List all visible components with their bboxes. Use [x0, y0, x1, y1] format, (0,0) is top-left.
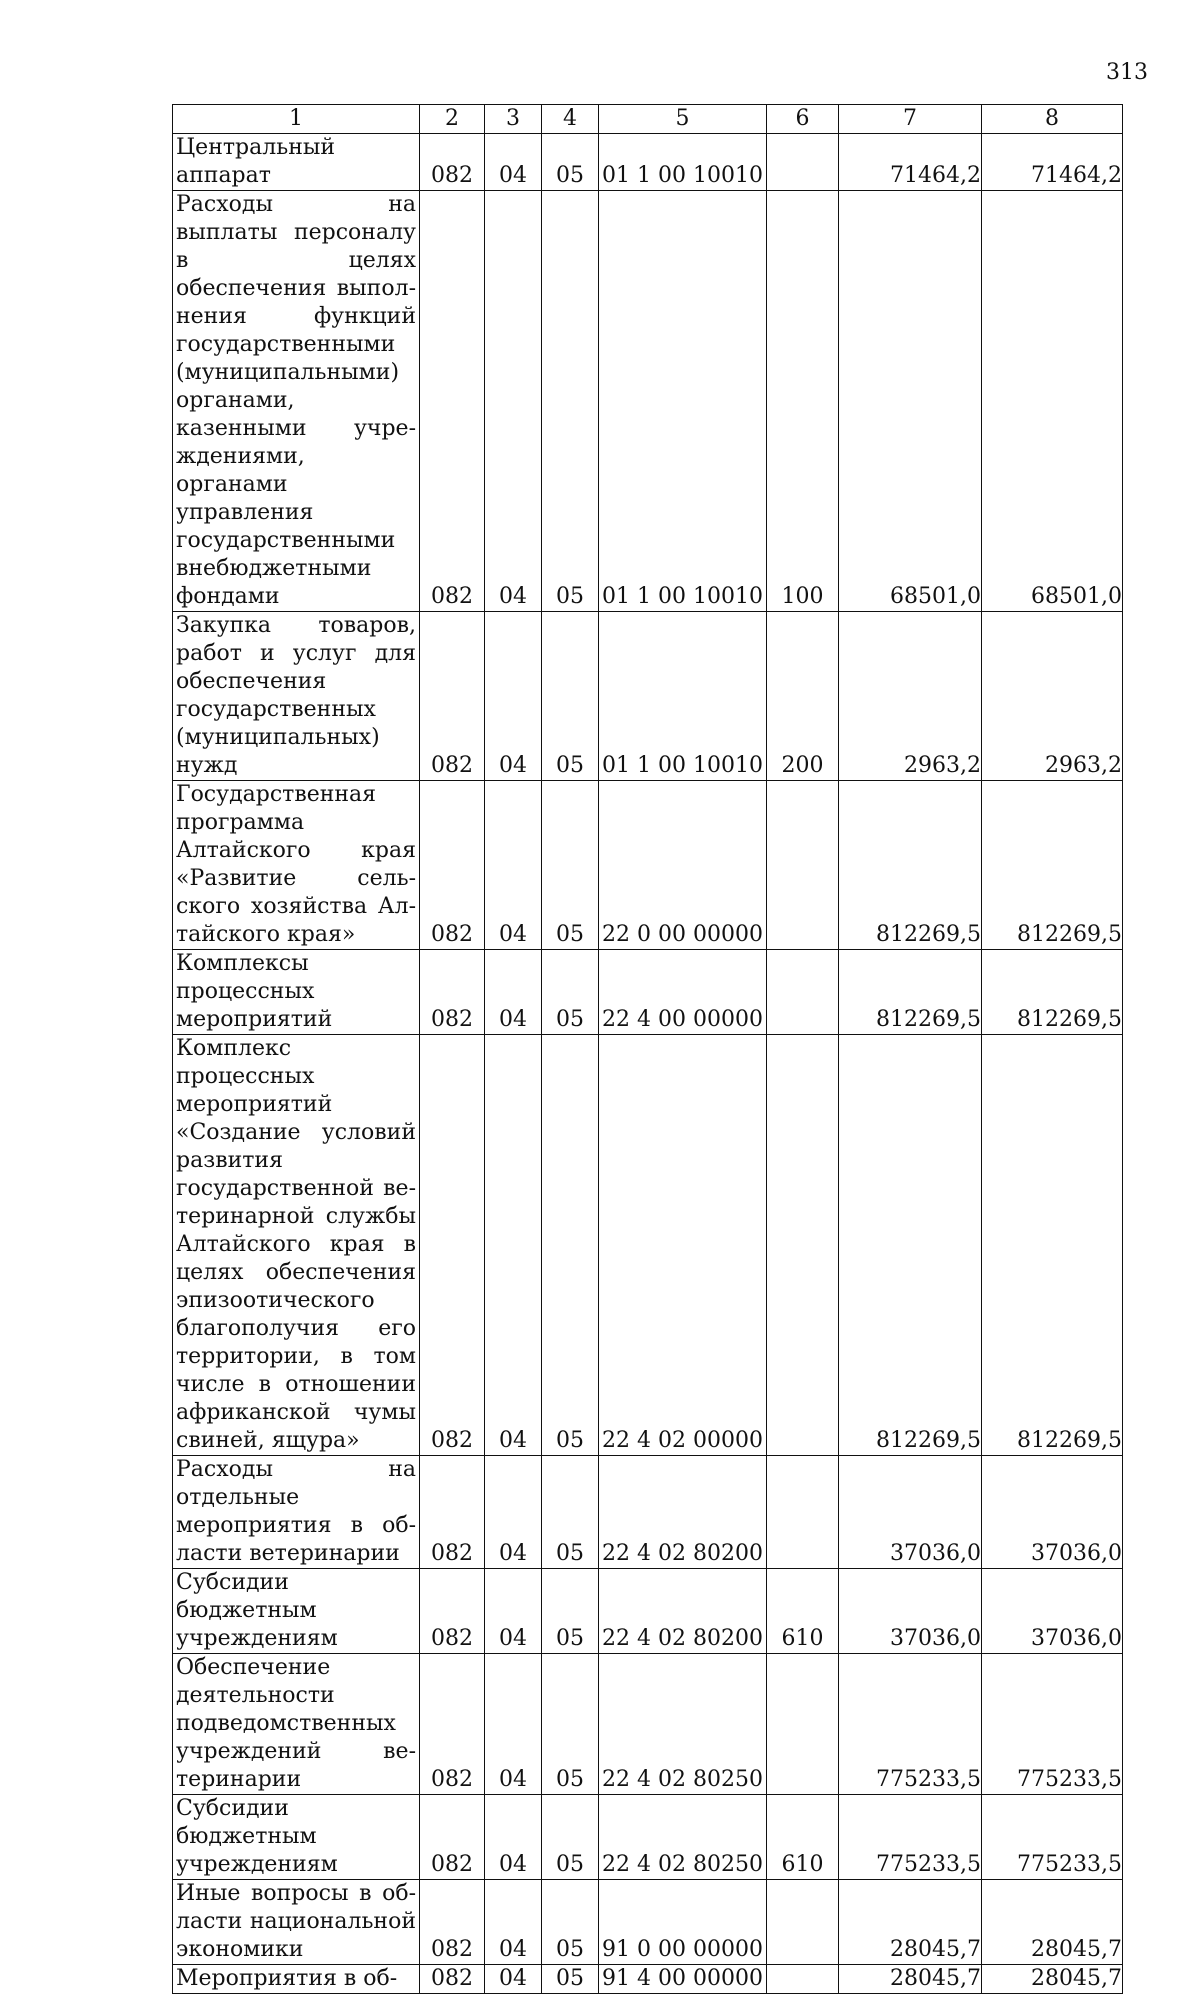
ministry-code-cell: 082 — [420, 1795, 485, 1880]
sum-col7-cell: 2963,2 — [839, 612, 982, 781]
target-article-cell: 22 4 02 80200 — [599, 1569, 767, 1654]
header-cell: 3 — [485, 105, 542, 134]
budget-table — [172, 104, 1123, 1994]
sum-col7-cell: 37036,0 — [839, 1569, 982, 1654]
target-article-cell: 22 4 02 80250 — [599, 1654, 767, 1795]
sum-col7-cell: 28045,7 — [839, 1880, 982, 1965]
subsection-code-cell: 05 — [542, 134, 599, 191]
sum-col7-cell: 812269,5 — [839, 781, 982, 950]
row-name-cell: Расходы на отдельные мероприятия в области ветеринарии — [173, 1456, 420, 1569]
sum-col8-cell: 28045,7 — [982, 1880, 1123, 1965]
table-row — [173, 1965, 1123, 1994]
sum-col7-cell: 775233,5 — [839, 1795, 982, 1880]
sum-col7-cell: 28045,7 — [839, 1965, 982, 1994]
row-name-cell: Субсидии бюджетным учреждениям — [173, 1569, 420, 1654]
page-number: 313 — [1106, 60, 1148, 85]
table-row — [173, 1880, 1123, 1965]
sum-col8-cell: 28045,7 — [982, 1965, 1123, 1994]
section-code-cell: 04 — [485, 134, 542, 191]
section-code-cell: 04 — [485, 1569, 542, 1654]
target-article-cell: 22 4 02 80200 — [599, 1456, 767, 1569]
ministry-code-cell: 082 — [420, 134, 485, 191]
ministry-code-cell: 082 — [420, 950, 485, 1035]
ministry-code-cell: 082 — [420, 1569, 485, 1654]
ministry-code-cell: 082 — [420, 1035, 485, 1456]
ministry-code-cell: 082 — [420, 781, 485, 950]
ministry-code-cell: 082 — [420, 1965, 485, 1994]
row-name-cell: Государственная программа Алтайского края «Развитие сельского хозяйства Алтайского края» — [173, 781, 420, 950]
section-code-cell: 04 — [485, 1880, 542, 1965]
ministry-code-cell: 082 — [420, 1880, 485, 1965]
expense-type-cell — [767, 950, 839, 1035]
header-cell: 2 — [420, 105, 485, 134]
expense-type-cell: 100 — [767, 191, 839, 612]
subsection-code-cell: 05 — [542, 191, 599, 612]
sum-col8-cell: 37036,0 — [982, 1569, 1123, 1654]
subsection-code-cell: 05 — [542, 1035, 599, 1456]
header-cell: 4 — [542, 105, 599, 134]
sum-col8-cell: 812269,5 — [982, 1035, 1123, 1456]
subsection-code-cell: 05 — [542, 612, 599, 781]
expense-type-cell — [767, 134, 839, 191]
row-name-cell: Иные вопросы в области национальной экономики — [173, 1880, 420, 1965]
expense-type-cell — [767, 1654, 839, 1795]
subsection-code-cell: 05 — [542, 1456, 599, 1569]
table-row — [173, 191, 1123, 612]
sum-col8-cell: 775233,5 — [982, 1654, 1123, 1795]
section-code-cell: 04 — [485, 612, 542, 781]
target-article-cell: 01 1 00 10010 — [599, 191, 767, 612]
row-name-cell: Расходы на выплаты персоналу в целях обеспечения выполнения функций государственными (муниципальными) органами, казенными учреждениями, органами управления государственными внебюджетными фондами — [173, 191, 420, 612]
sum-col7-cell: 775233,5 — [839, 1654, 982, 1795]
row-name-cell: Центральный аппарат — [173, 134, 420, 191]
target-article-cell: 01 1 00 10010 — [599, 612, 767, 781]
subsection-code-cell: 05 — [542, 781, 599, 950]
subsection-code-cell: 05 — [542, 1795, 599, 1880]
subsection-code-cell: 05 — [542, 1654, 599, 1795]
sum-col8-cell: 812269,5 — [982, 781, 1123, 950]
section-code-cell: 04 — [485, 950, 542, 1035]
sum-col8-cell: 2963,2 — [982, 612, 1123, 781]
table-row — [173, 1456, 1123, 1569]
sum-col8-cell: 68501,0 — [982, 191, 1123, 612]
section-code-cell: 04 — [485, 1965, 542, 1994]
row-name-cell: Закупка товаров, работ и услуг для обеспечения государственных (муниципальных) нужд — [173, 612, 420, 781]
sum-col7-cell: 71464,2 — [839, 134, 982, 191]
expense-type-cell — [767, 1880, 839, 1965]
ministry-code-cell: 082 — [420, 1654, 485, 1795]
subsection-code-cell: 05 — [542, 1569, 599, 1654]
header-row — [173, 105, 1123, 134]
subsection-code-cell: 05 — [542, 1880, 599, 1965]
sum-col8-cell: 37036,0 — [982, 1456, 1123, 1569]
target-article-cell: 01 1 00 10010 — [599, 134, 767, 191]
header-cell: 8 — [982, 105, 1123, 134]
expense-type-cell: 610 — [767, 1795, 839, 1880]
expense-type-cell — [767, 1456, 839, 1569]
table-row — [173, 950, 1123, 1035]
sum-col7-cell: 812269,5 — [839, 950, 982, 1035]
table-row — [173, 612, 1123, 781]
target-article-cell: 22 4 02 80250 — [599, 1795, 767, 1880]
section-code-cell: 04 — [485, 191, 542, 612]
table-row — [173, 134, 1123, 191]
ministry-code-cell: 082 — [420, 191, 485, 612]
expense-type-cell: 610 — [767, 1569, 839, 1654]
expense-type-cell — [767, 1035, 839, 1456]
target-article-cell: 22 0 00 00000 — [599, 781, 767, 950]
table-row — [173, 1035, 1123, 1456]
sum-col7-cell: 68501,0 — [839, 191, 982, 612]
row-name-cell: Комплексы процессных мероприятий — [173, 950, 420, 1035]
section-code-cell: 04 — [485, 1795, 542, 1880]
row-name-cell: Комплекс процессных мероприятий «Создание условий развития государственной ветеринарной службы Алтайского края в целях обеспечения эпизоотического благополучия его территории, в том числе в отношении африканской чумы свиней, ящура» — [173, 1035, 420, 1456]
expense-type-cell: 200 — [767, 612, 839, 781]
section-code-cell: 04 — [485, 1456, 542, 1569]
target-article-cell: 22 4 02 00000 — [599, 1035, 767, 1456]
ministry-code-cell: 082 — [420, 612, 485, 781]
sum-col8-cell: 812269,5 — [982, 950, 1123, 1035]
section-code-cell: 04 — [485, 1035, 542, 1456]
ministry-code-cell: 082 — [420, 1456, 485, 1569]
header-cell: 5 — [599, 105, 767, 134]
row-name-cell: Обеспечение деятельности подведомственных учреждений ветеринарии — [173, 1654, 420, 1795]
header-cell: 6 — [767, 105, 839, 134]
expense-type-cell — [767, 1965, 839, 1994]
section-code-cell: 04 — [485, 1654, 542, 1795]
subsection-code-cell: 05 — [542, 950, 599, 1035]
target-article-cell: 91 4 00 00000 — [599, 1965, 767, 1994]
row-name-cell: Мероприятия в об- — [173, 1965, 420, 1994]
target-article-cell: 22 4 00 00000 — [599, 950, 767, 1035]
table-row — [173, 1569, 1123, 1654]
sum-col8-cell: 71464,2 — [982, 134, 1123, 191]
table-row — [173, 1654, 1123, 1795]
sum-col8-cell: 775233,5 — [982, 1795, 1123, 1880]
header-cell: 1 — [173, 105, 420, 134]
section-code-cell: 04 — [485, 781, 542, 950]
table-row — [173, 781, 1123, 950]
expense-type-cell — [767, 781, 839, 950]
subsection-code-cell: 05 — [542, 1965, 599, 1994]
header-cell: 7 — [839, 105, 982, 134]
sum-col7-cell: 37036,0 — [839, 1456, 982, 1569]
target-article-cell: 91 0 00 00000 — [599, 1880, 767, 1965]
sum-col7-cell: 812269,5 — [839, 1035, 982, 1456]
table-row — [173, 1795, 1123, 1880]
row-name-cell: Субсидии бюджетным учреждениям — [173, 1795, 420, 1880]
